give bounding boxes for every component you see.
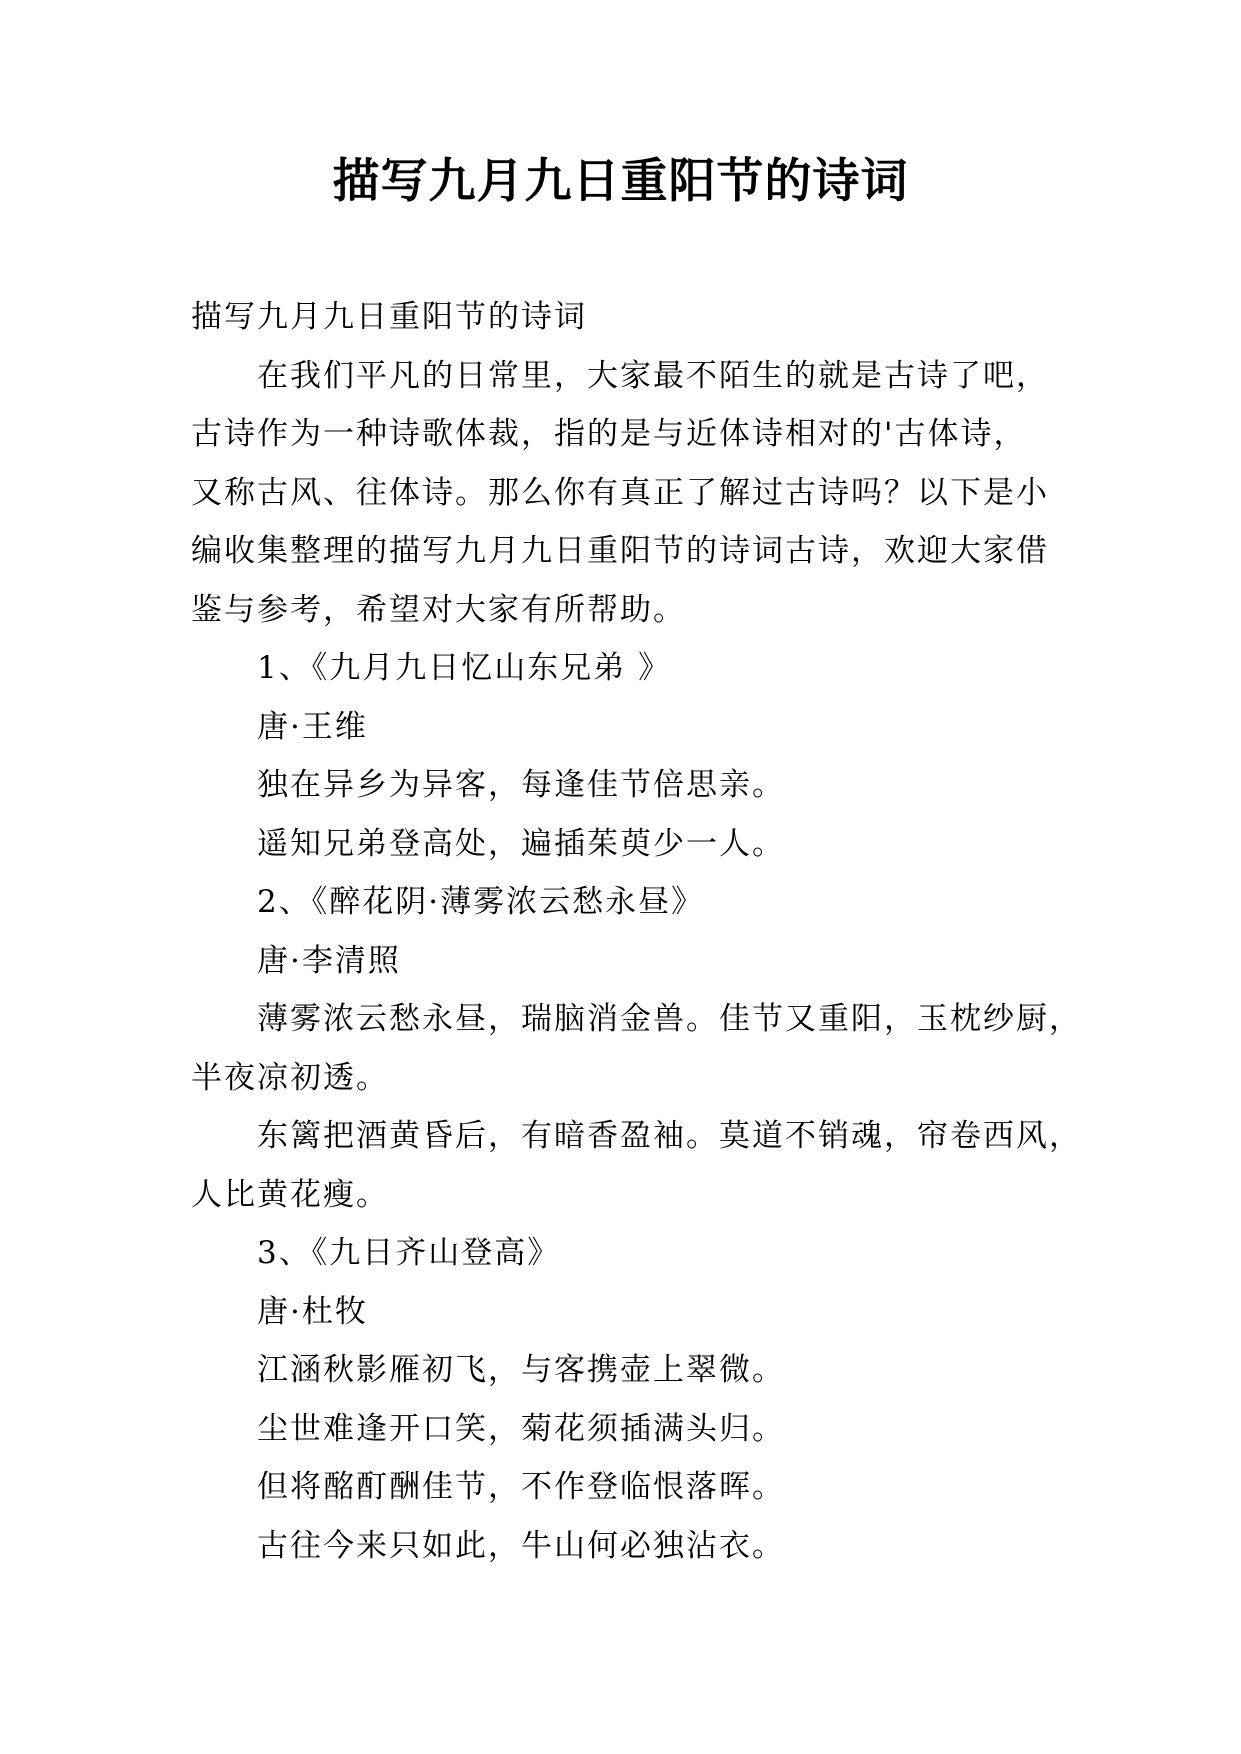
text-line: 描写九月九日重阳节的诗词	[191, 299, 587, 335]
text-line: 遥知兄弟登高处，遍插茱萸少一人。	[257, 825, 785, 862]
text-line: 独在异乡为异客，每逢佳节倍思亲。	[257, 767, 785, 803]
text-line: 1、《九月九日忆山东兄弟 》	[257, 650, 672, 686]
text-line: 唐·杜牧	[257, 1293, 368, 1330]
text-line: 人比黄花瘦。	[191, 1176, 389, 1213]
document-body	[191, 288, 1082, 1575]
text-line: 薄雾浓云愁永昼，瑞脑消金兽。佳节又重阳，玉枕纱厨，	[257, 1001, 1082, 1037]
text-line: 尘世难逢开口笑，菊花须插满头归。	[257, 1410, 785, 1447]
text-line: 唐·李清照	[257, 942, 401, 979]
text-line: 2、《醉花阴·薄雾浓云愁永昼》	[257, 884, 705, 920]
page-title: 描写九月九日重阳节的诗词	[332, 154, 909, 209]
text-line: 在我们平凡的日常里，大家最不陌生的就是古诗了吧，	[257, 357, 1049, 394]
text-line: 鉴与参考，希望对大家有所帮助。	[191, 591, 686, 628]
text-line: 3、《九日齐山登高》	[257, 1235, 561, 1271]
text-line: 江涵秋影雁初飞，与客携壶上翠微。	[257, 1352, 785, 1388]
text-line: 又称古风、往体诗。那么你有真正了解过古诗吗？以下是小	[191, 474, 1049, 511]
text-line: 半夜凉初透。	[191, 1059, 389, 1096]
text-line: 古诗作为一种诗歌体裁，指的是与近体诗相对的'古体诗，	[191, 416, 1027, 452]
text-line: 但将酩酊酬佳节，不作登临恨落晖。	[257, 1469, 785, 1505]
text-line: 编收集整理的描写九月九日重阳节的诗词古诗，欢迎大家借	[191, 533, 1049, 569]
text-line: 唐·王维	[257, 708, 368, 745]
text-line: 古往今来只如此，牛山何必独沾衣。	[257, 1527, 785, 1564]
text-line: 东篱把酒黄昏后，有暗香盈袖。莫道不销魂，帘卷西风，	[257, 1118, 1082, 1154]
